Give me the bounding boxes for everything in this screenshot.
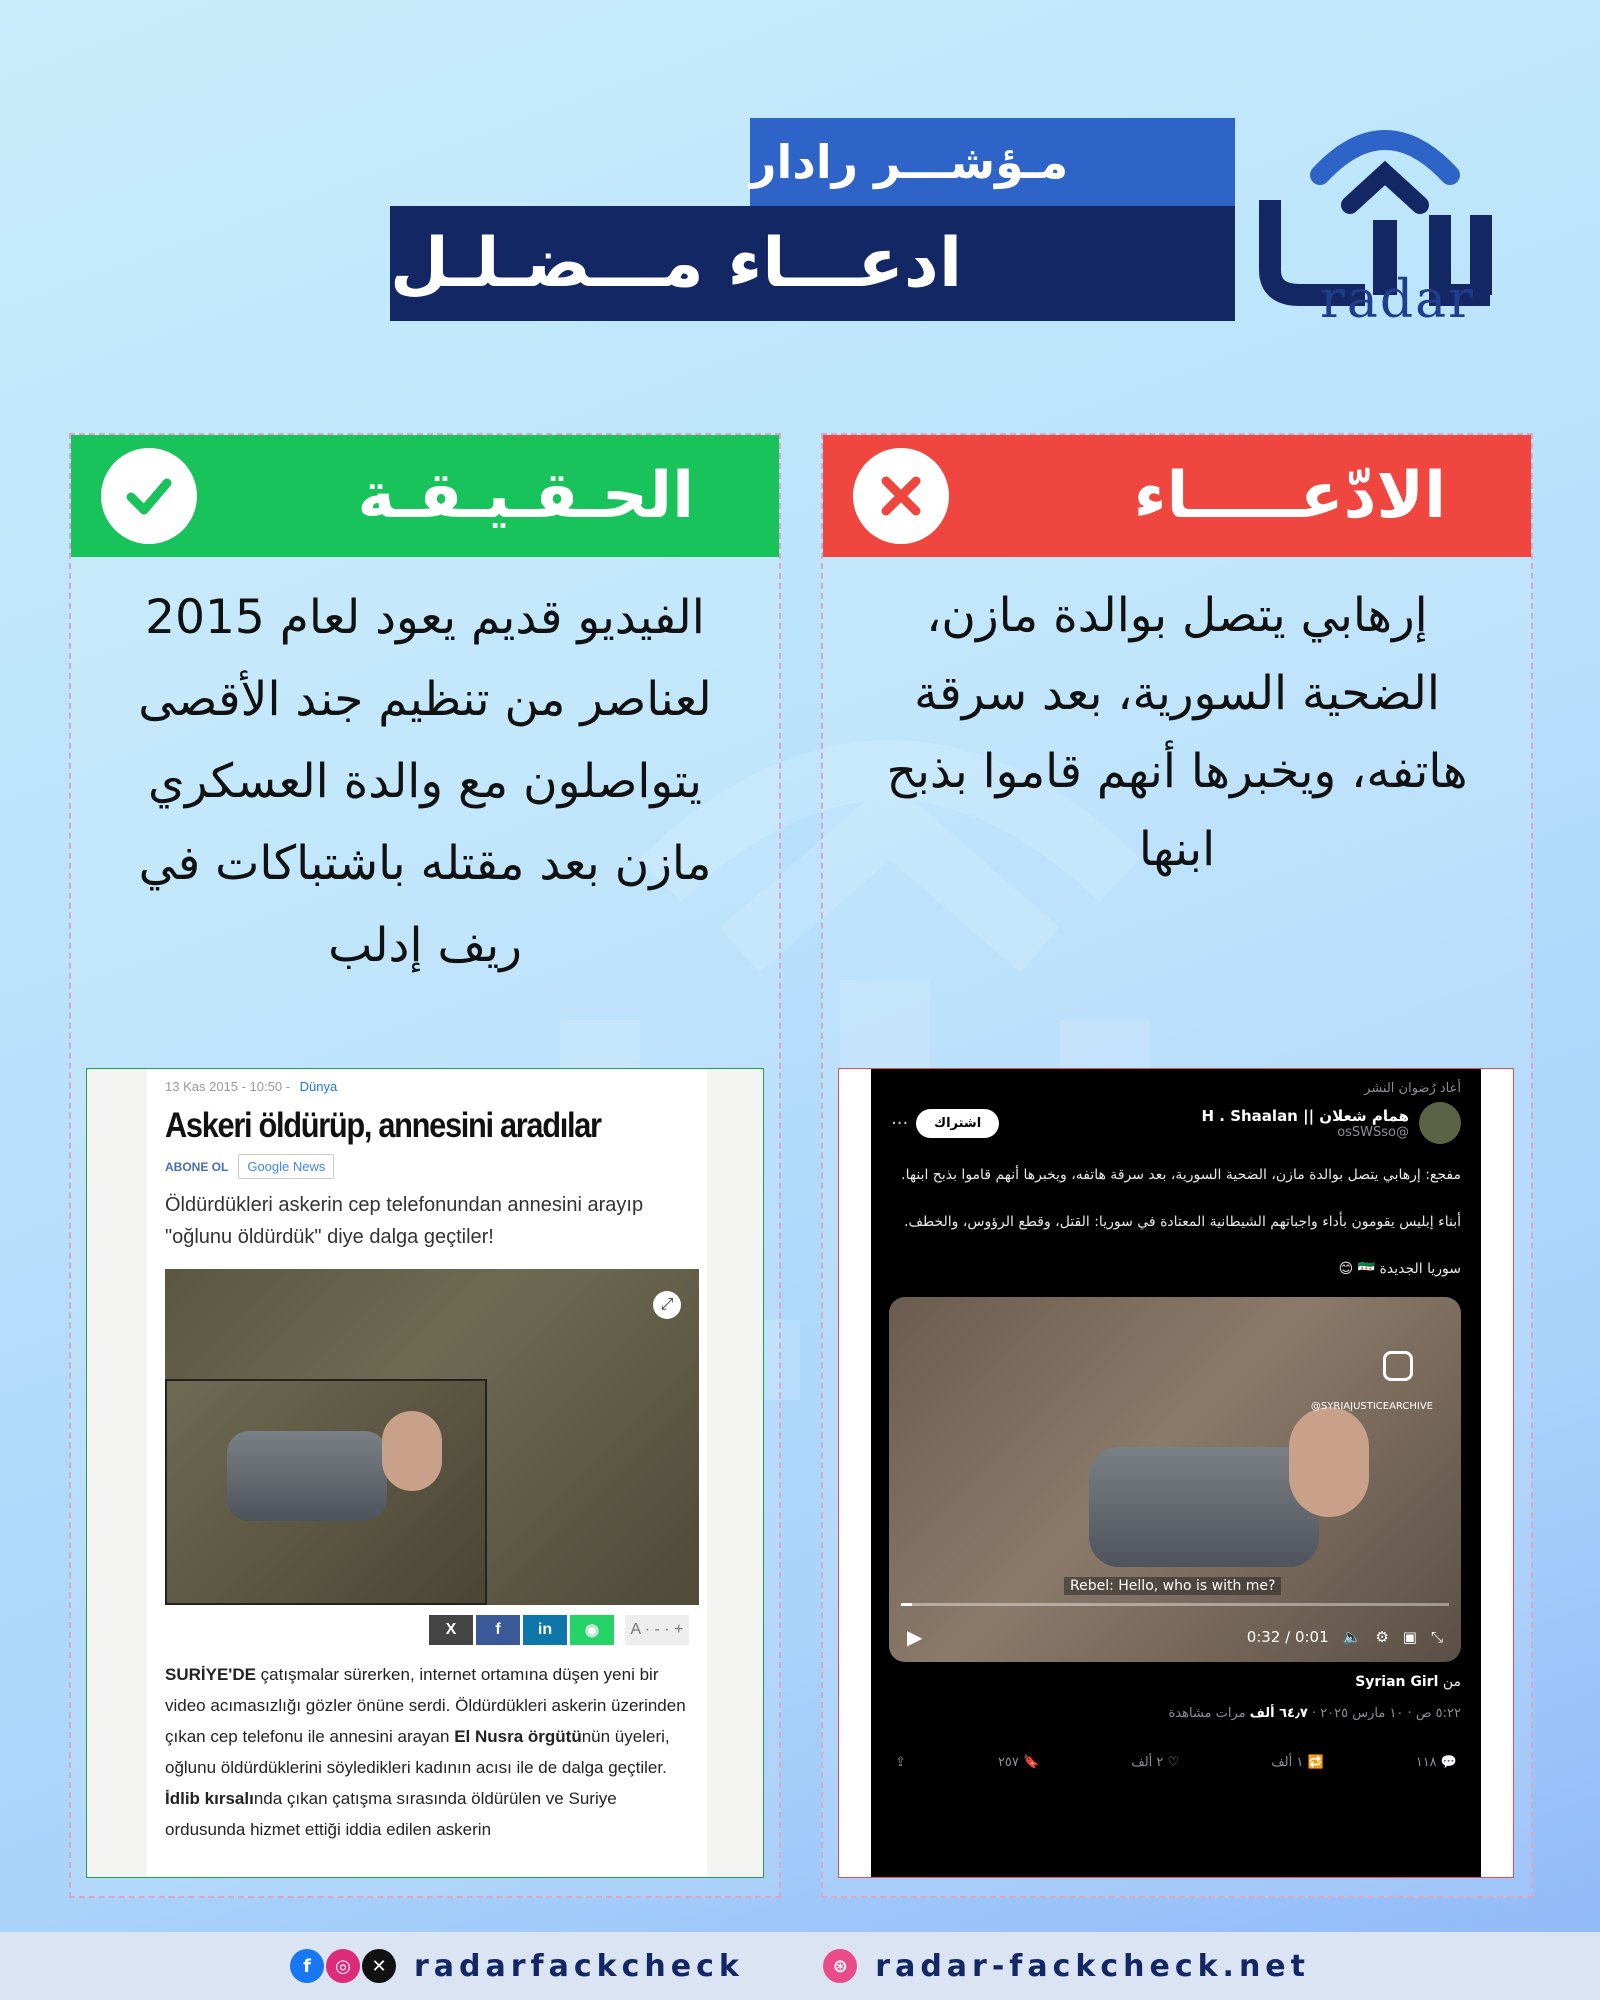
phone-image [1089, 1447, 1319, 1567]
check-icon [101, 448, 197, 544]
tweet-user[interactable] [1202, 1102, 1462, 1144]
article-meta [165, 1079, 689, 1094]
share-bar [165, 1615, 689, 1645]
tweet-author-name[interactable]: همام شعلان || H . Shaalan [1201, 1106, 1409, 1125]
expand-icon[interactable]: ⤢ [653, 1291, 681, 1319]
phone-image [227, 1431, 387, 1521]
tweet-text-2: أبناء إبليس يقومون بأداء واجباتهم الشيطانية المعتادة في سوريا: القتل، وقطع الرؤوس، والخطف. [904, 1214, 1461, 1230]
from-label: من [1442, 1674, 1461, 1690]
tweet-text [891, 1162, 1461, 1283]
subscribe-label: ABONE OL [165, 1159, 229, 1174]
body-text-1: çatışmalar sürerken, internet ortamına düşen yeni bir video acımasızlığı gözler önüne serdi. Öldürdükleri askerin üzerinden çıkan cep telefonu ile annesini arayan [165, 1665, 686, 1746]
claim-header [823, 435, 1531, 557]
tweet-meta [891, 1706, 1461, 1721]
repost-label: أعاد رُضوان النشر [1364, 1081, 1461, 1096]
website-group [823, 1949, 1310, 1984]
body-bold-1: SURİYE'DE [165, 1665, 256, 1684]
tweet-screenshot [838, 1068, 1514, 1878]
facebook-icon[interactable]: f [290, 1949, 324, 1983]
thumb-image [1289, 1407, 1369, 1517]
claim-title: الادّعـــــاء [1133, 459, 1446, 533]
tweet [871, 1069, 1481, 1877]
verdict-title: ادعـــاء مـــضـلـل [390, 224, 963, 303]
video-time: 0:32 / 0:01 [1246, 1628, 1329, 1646]
google-news-button[interactable] [238, 1154, 334, 1179]
article-photo [165, 1269, 699, 1605]
footer [0, 1932, 1600, 2000]
body-text-3: nda çıkan çatışma sırasında öldürülen ve Suriye ordusunda hizmet ettiği iddia edilen askerin [165, 1789, 617, 1839]
article-date: 13 Kas 2015 - 10:50 - [165, 1079, 291, 1094]
web-icon: ⊛ [823, 1949, 857, 1983]
tweet-views: ٦٤٫٧ ألف [1249, 1706, 1308, 1721]
retweet-button[interactable] [1271, 1755, 1323, 1770]
article-screenshot [86, 1068, 764, 1878]
subscribe-row [165, 1154, 689, 1179]
bookmark-count: ٢٥٧ [997, 1755, 1019, 1770]
reply-count: ١١٨ [1415, 1755, 1437, 1770]
body-bold-2: El Nusra örgütü [454, 1727, 582, 1746]
tweet-author-handle: @osSWSso [1337, 1124, 1409, 1140]
tweet-text-3: سوريا الجديدة 🇸🇾 😊 [1338, 1261, 1461, 1277]
share-x-button[interactable]: X [429, 1615, 473, 1645]
claim-text: إرهابي يتصل بوالدة مازن، الضحية السورية، بعد سرقة هاتفه، ويخبرها أنهم قاموا بذبح ابنها [886, 588, 1468, 877]
video-controls [889, 1612, 1461, 1662]
bookmark-icon: 🔖 [1023, 1755, 1040, 1770]
truth-text: الفيديو قديم يعود لعام 2015 لعناصر من تنظيم جند الأقصى يتواصلون مع والدة العسكري مازن بعد مقتله باشتباكات في ريف إدلب [138, 590, 712, 973]
website-link[interactable]: radar-fackcheck.net [875, 1948, 1310, 1984]
video-caption: Rebel: Hello, who is with me? [1064, 1577, 1281, 1595]
share-icon[interactable]: ⇪ [895, 1755, 906, 1770]
social-group [290, 1949, 744, 1984]
tweet-user-actions [891, 1109, 999, 1138]
video-source-name[interactable]: Syrian Girl [1355, 1674, 1439, 1690]
like-count: ٢ ألف [1131, 1755, 1164, 1770]
settings-icon[interactable]: ⚙ [1375, 1628, 1389, 1646]
reply-button[interactable] [1416, 1755, 1457, 1770]
sub-title: مـؤشـــر رادار [750, 135, 1069, 189]
article-body [165, 1659, 689, 1845]
retweet-icon: 🔁 [1307, 1755, 1324, 1770]
tweet-views-label: مرات مشاهدة [1168, 1706, 1250, 1721]
retweet-count: ١ ألف [1271, 1755, 1304, 1770]
video-progress-fill [901, 1603, 912, 1606]
main-title-banner [390, 206, 1235, 321]
like-button[interactable] [1131, 1755, 1179, 1770]
article-summary: Öldürdükleri askerin cep telefonundan annesini arayıp "oğlunu öldürdük" diye dalga geçtiler! [165, 1194, 644, 1248]
tweet-actions [891, 1755, 1461, 1770]
x-icon[interactable]: ✕ [362, 1949, 396, 1983]
x-icon [853, 448, 949, 544]
share-facebook-button[interactable]: f [476, 1615, 520, 1645]
bookmark-button[interactable] [998, 1755, 1039, 1770]
captions-icon[interactable]: ▣ [1402, 1628, 1417, 1646]
tweet-video[interactable] [889, 1297, 1461, 1662]
photo-inset [165, 1379, 487, 1605]
tweet-user-row [891, 1102, 1461, 1144]
sub-title-banner [750, 118, 1235, 206]
logo-wordmark: radar [1320, 270, 1476, 330]
instagram-icon [1383, 1351, 1413, 1381]
thumb-image [382, 1411, 442, 1491]
follow-button[interactable]: اشتراك [916, 1109, 999, 1138]
social-icons [290, 1949, 396, 1983]
share-whatsapp-button[interactable]: ◉ [570, 1615, 614, 1645]
fullscreen-icon[interactable]: ⤡ [1430, 1628, 1443, 1646]
more-icon[interactable]: ··· [891, 1112, 909, 1134]
font-size-control[interactable]: A · - · + [625, 1615, 689, 1645]
news-article [147, 1069, 707, 1877]
video-watermark: @SYRIAJUSTICEARCHIVE [1310, 1401, 1433, 1412]
tweet-text-1: مفجع: إرهابي يتصل بوالدة مازن، الضحية السورية، بعد سرقة هاتفه، ويخبرها أنهم قاموا بذبح ابنها. [901, 1167, 1461, 1183]
body-text-2: nün üyeleri, oğlunu öldürdüklerini söyledikleri kadının acısı ile de dalga geçtiler. [165, 1727, 670, 1777]
google-news-label: Google News [247, 1159, 326, 1174]
avatar[interactable] [1419, 1102, 1461, 1144]
video-source [891, 1674, 1461, 1690]
reply-icon: 💬 [1440, 1755, 1457, 1770]
share-linkedin-button[interactable]: in [523, 1615, 567, 1645]
volume-icon[interactable]: 🔈 [1342, 1628, 1362, 1646]
truth-title: الحـقـيـقـة [357, 459, 694, 533]
tweet-time: ٥:٢٢ ص · ١٠ مارس ٢٠٢٥ · [1307, 1706, 1461, 1721]
instagram-icon[interactable]: ◎ [326, 1949, 360, 1983]
truth-header [71, 435, 779, 557]
article-category[interactable]: Dünya [299, 1079, 338, 1094]
social-handle[interactable]: radarfackcheck [414, 1948, 744, 1984]
play-icon[interactable]: ▶ [907, 1625, 923, 1649]
heart-icon: ♡ [1167, 1755, 1180, 1770]
article-headline: Askeri öldürüp, annesini aradılar [165, 1106, 601, 1145]
video-progress-bar[interactable] [901, 1603, 1449, 1606]
body-bold-3: İdlib kırsalı [165, 1789, 254, 1808]
